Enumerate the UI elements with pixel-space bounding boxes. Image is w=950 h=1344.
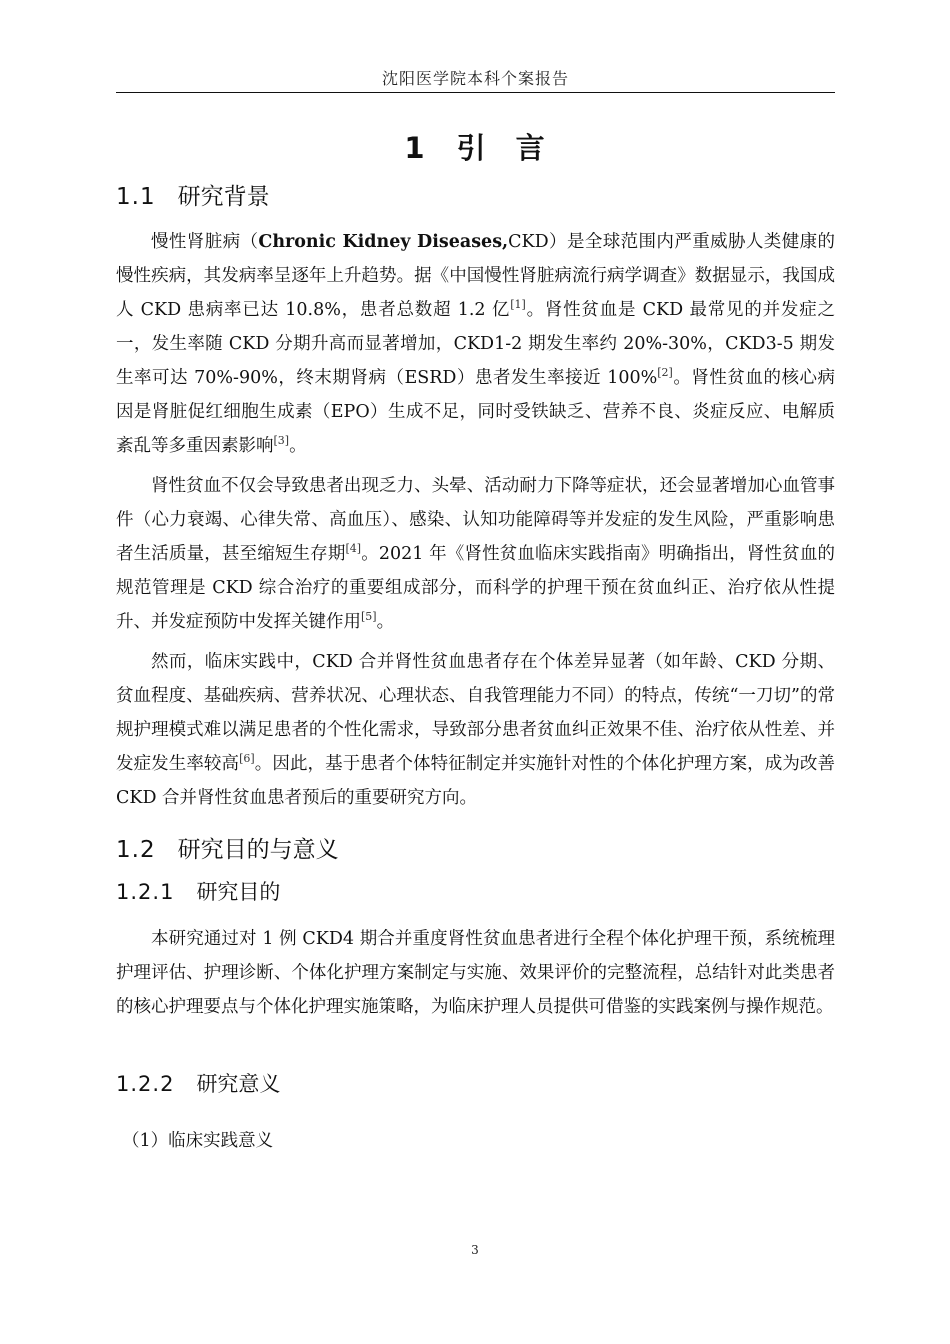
- section-number: 1.2.2: [116, 1072, 175, 1096]
- text-run: 。: [376, 612, 395, 632]
- bold-term: Chronic Kidney Diseases,: [258, 232, 509, 252]
- citation-ref: [2]: [657, 366, 673, 380]
- chapter-title: [116, 126, 835, 167]
- text-run: 然而，临床实践中，CKD 合并肾性贫血患者存在个体差异显著（如年龄、CKD 分期、贫血程度、基础疾病、营养状况、心理状态、自我管理能力不同）的特点，传统“一刀切”的常规护理模式难以满足患者的个性化需求，导致部分患者贫血纠正效果不佳、治疗依从性差、并发症发生率较高: [116, 652, 835, 774]
- paragraph-background-2: [116, 469, 835, 639]
- section-title: 研究背景: [177, 184, 270, 210]
- section-number: 1.1: [116, 184, 156, 210]
- citation-ref: [3]: [273, 434, 290, 448]
- page-number: 3: [471, 1243, 479, 1257]
- section-1-1-heading: [116, 178, 270, 211]
- text-run: 。肾性贫血的核心病因是肾脏促红细胞生成素（EPO）生成不足，同时受铁缺乏、营养不良、炎症反应、电解质紊乱等多重因素影响: [116, 368, 836, 456]
- list-item-clinical-significance: （1）临床实践意义: [122, 1131, 274, 1151]
- section-number: 1.2: [116, 837, 156, 863]
- citation-ref: [4]: [345, 542, 362, 556]
- text-run: 。: [289, 436, 307, 456]
- citation-ref: [5]: [361, 610, 377, 624]
- text-run: 肾性贫血不仅会导致患者出现乏力、头晕、活动耐力下降等症状，还会显著增加心血管事件（心力衰竭、心律失常、高血压）、感染、认知功能障碍等并发症的发生风险，严重影响患者生活质量，甚至缩短生存期: [116, 476, 835, 564]
- paragraph-background-3: [116, 645, 835, 815]
- paragraph-background-1: [116, 225, 835, 463]
- header-rule: [116, 92, 835, 93]
- page-header: 沈阳医学院本科个案报告: [381, 69, 569, 88]
- text-run: 。因此，基于患者个体特征制定并实施针对性的个体化护理方案，成为改善 CKD 合并肾性贫血患者预后的重要研究方向。: [116, 754, 836, 808]
- text-run: 慢性肾脏病（: [151, 232, 259, 252]
- section-title: 研究目的与意义: [177, 837, 339, 863]
- section-title: 研究目的: [196, 880, 281, 904]
- text-run: 。2021 年《肾性贫血临床实践指南》明确指出，肾性贫血的规范管理是 CKD 综合治疗的重要组成部分，而科学的护理干预在贫血纠正、治疗依从性提升、并发症预防中发挥关键作用: [116, 544, 835, 632]
- section-title: 研究意义: [196, 1072, 281, 1096]
- chapter-title-char-2: 言: [515, 131, 547, 165]
- chapter-title-char-1: 引: [456, 131, 488, 165]
- paragraph-purpose: 本研究通过对 1 例 CKD4 期合并重度肾性贫血患者进行全程个体化护理干预，系统梳理护理评估、护理诊断、个体化护理方案制定与实施、效果评价的完整流程，总结针对此类患者的核心护理要点与个体化护理实施策略，为临床护理人员提供可借鉴的实践案例与操作规范。: [116, 929, 835, 1017]
- section-1-2-1-heading: [116, 876, 280, 906]
- section-number: 1.2.1: [116, 880, 175, 904]
- section-1-2-2-heading: [116, 1068, 280, 1098]
- citation-ref: [6]: [239, 752, 255, 766]
- citation-ref: [1]: [510, 298, 526, 312]
- text-run: 。肾性贫血是 CKD 最常见的并发症之一，发生率随 CKD 分期升高而显著增加，CKD1-2 期发生率约 20%-30%，CKD3-5 期发生率可达 70%-90%，终末期肾病（ESRD）患者发生率接近 100%: [116, 300, 835, 388]
- chapter-number: 1: [404, 131, 427, 165]
- text-run: CKD）是全球范围内严重威胁人类健康的慢性疾病，其发病率呈逐年上升趋势。据《中国慢性肾脏病流行病学调查》数据显示，我国成人 CKD 患病率已达 10.8%，患者总数超 1.2 亿: [116, 232, 836, 320]
- section-1-2-heading: [116, 831, 339, 864]
